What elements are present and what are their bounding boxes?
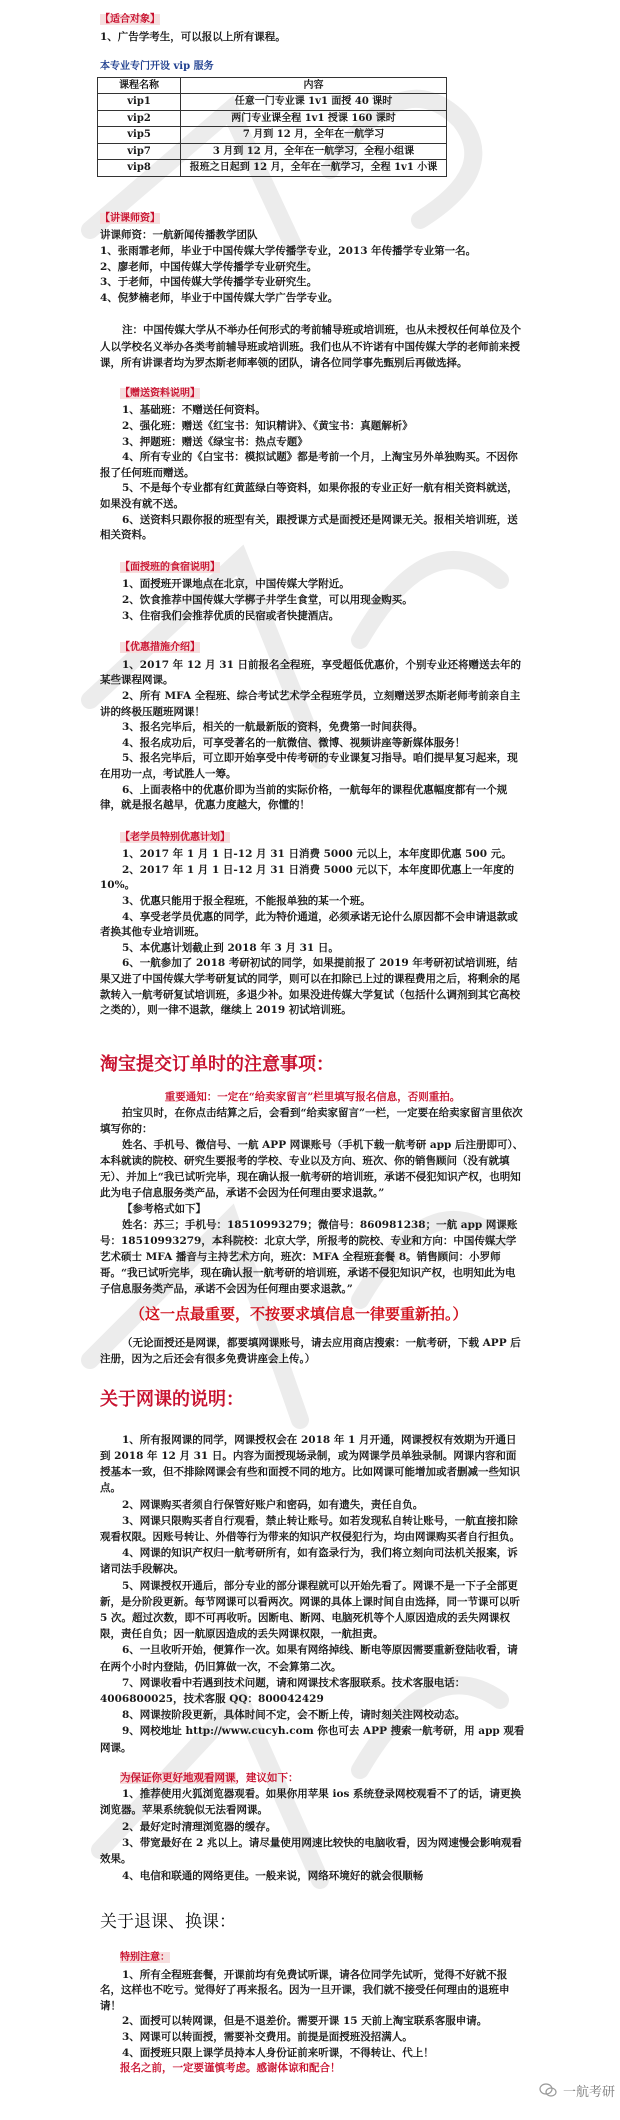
section-header: 【讲课师资】 xyxy=(100,212,160,224)
list-item: 1、基础班：不赠送任何资料。 xyxy=(122,404,266,417)
table-cell: vip7 xyxy=(98,143,181,160)
list-item: 3、带宽最好在 2 兆以上。请尽量使用网速比较快的电脑收看，因为网速慢会影响观看效果。 xyxy=(100,1837,522,1866)
section-header: 【赠送资料说明】 xyxy=(120,387,200,399)
list-item: 3、网课可以转面授，需要补交费用。前提是面授班没招满人。 xyxy=(122,2030,413,2043)
section-header: 特别注意： xyxy=(120,1951,170,1963)
alumni-section xyxy=(100,830,525,1019)
list-item: 8、网课按阶段更新，具体时间不定，会不断上传，请时刻关注网校动态。 xyxy=(122,1709,466,1722)
list-item: 2、饮食推荐中国传媒大学梆子井学生食堂，可以用现金购买。 xyxy=(122,593,413,606)
list-item: 2、廖老师，中国传媒大学传播学专业研究生。 xyxy=(100,260,318,273)
section-header: 【老学员特别优惠计划】 xyxy=(120,831,230,843)
list-item: 4、所有专业的《白宝书：模拟试题》都是考前一个月，上淘宝另外单独购买。不因你报了任何班而赠送。 xyxy=(100,451,518,479)
list-item: 姓名、手机号、微信号、一航 APP 网课账号（手机下载一航考研 app 后注册即可）、本科就读的院校、研究生要报考的学校、专业以及方向、班次、你的销售顾问（没有就填无）、并加上“我已试听完毕，现在确认报一航考研的培训班，承诺不侵犯知识产权，也明知此为电子信息服务类产品，承诺不会因为任何理由要求退款。” xyxy=(100,1138,524,1199)
lodging-section xyxy=(100,560,525,624)
list-item: 3、优惠只能用于报全程班，不能报单独的某一个班。 xyxy=(122,895,371,908)
table-cell: 两门专业课全程 1v1 授课 160 课时 xyxy=(181,110,447,127)
list-item: 4、倪梦楠老师，毕业于中国传媒大学广告学专业。 xyxy=(100,291,339,304)
list-item: 1、推荐使用火狐浏览器观看。如果你用苹果 ios 系统登录网校观看不了的话，请更换浏览器。苹果系统貌似无法看网课。 xyxy=(100,1788,522,1817)
refund-section xyxy=(100,1950,525,2077)
vip-table xyxy=(97,77,447,177)
table-cell: 报班之日起到 12 月，全年在一航学习，全程 1v1 小课 xyxy=(181,160,447,177)
list-item: 1、面授班开课地点在北京，中国传媒大学附近。 xyxy=(122,578,350,591)
section-header: 【适合对象】 xyxy=(100,14,160,25)
table-cell: 3 月到 12 月，全年在一航学习，全程小组课 xyxy=(181,143,447,160)
list-item: 6、一旦收听开始，便算作一次。如果有网络掉线、断电等原因需要重新登陆收看，请在两个小时内登陆，仍旧算做一次，不会算第二次。 xyxy=(100,1644,518,1673)
list-item: 讲课师资：一航新闻传播教学团队 xyxy=(100,229,258,242)
list-item: 6、上面表格中的优惠价即为当前的实际价格，一航每年的课程优惠幅度都有一个规律，就是报名越早，优惠力度越大，你懂的！ xyxy=(100,783,508,812)
section-header: 【优惠措施介绍】 xyxy=(120,642,200,654)
list-item: 1、2017 年 1 月 1 日-12 月 31 日消费 5000 元以上，本年度即优惠 500 元。 xyxy=(122,848,512,861)
table-row xyxy=(98,94,447,111)
table-cell: 7 月到 12 月，全年在一航学习 xyxy=(181,127,447,144)
list-item: 注：中国传媒大学从不举办任何形式的考前辅导班或培训班，也从未授权任何单位及个人以学校名义举办各类考前辅导班或培训班。我们也从不许诺有中国传媒大学的老师前来授课，所有讲课者均为罗杰斯老师率领的团队，请各位同学事先甄别后再做选择。 xyxy=(100,324,521,370)
list-item: 1、所有全程班套餐，开课前均有免费试听课，请各位同学先试听，觉得不好就不报名，这样也不吃亏。觉得好了再来报名。因为一旦开课，我们就不接受任何理由的退班申请！ xyxy=(100,1968,510,2012)
table-row xyxy=(98,160,447,177)
closing-note: 报名之前，一定要谨慎考虑。感谢体谅和配合！ xyxy=(120,2062,341,2075)
list-item: 5、网课授权开通后，部分专业的部分课程就可以开始先看了。网课不是一下子全部更新，是分阶段更新。每节网课可以看两次。网课的具体上课时间自由选择，同一节课可以听 5 次。超过次数，即不可再收听。因断电、断网、电脑死机等个人原因造成的丢失网课权限，责任自负；因一航原因造成的丢失网课权限，一航担责。 xyxy=(100,1579,520,1641)
list-item: 2、强化班：赠送《红宝书：知识精讲》、《黄宝书：真题解析》 xyxy=(122,420,413,433)
list-item: 3、报名完毕后，相关的一航最新版的资料，免费第一时间获得。 xyxy=(122,721,424,734)
list-item: 2、面授可以转网课，但是不退差价。需要开课 15 天前上淘宝联系客服申请。 xyxy=(122,2015,488,2028)
online-title: 关于网课的说明： xyxy=(100,1388,244,1410)
list-item: 3、押题班：赠送《绿宝书：热点专题》 xyxy=(122,435,308,448)
list-item: 6、一航参加了 2018 考研初试的同学，如果提前报了 2019 年考研初试培训班，结果又进了中国传媒大学考研复试的同学，则可以在扣除已上过的课程费用之后，将剩余的尾款转入一航考研复试培训班，多退少补。如果没进传媒大学复试（包括什么调剂到其它高校之类的），则一律不退款，继续上 2019 初试培训班。 xyxy=(100,957,520,1017)
table-cell: 课程名称 xyxy=(98,77,181,94)
list-item: 5、不是每个专业都有红黄蓝绿白等资料，如果你报的专业正好一航有相关资料就送，如果没有就不送。 xyxy=(100,482,518,510)
table-cell: vip5 xyxy=(98,127,181,144)
list-item: 6、送资料只跟你报的班型有关，跟授课方式是面授还是网课无关。报相关培训班，送相关资料。 xyxy=(100,513,518,542)
list-item: 4、网课的知识产权归一航考研所有，如有盗录行为，我们将立刻向司法机关报案，诉诸司法手段解决。 xyxy=(100,1547,518,1576)
list-item: 2、所有 MFA 全程班、综合考试艺术学全程班学员，立刻赠送罗杰斯老师考前亲自主讲的终极压题班网课！ xyxy=(100,689,521,718)
list-item: 7、网课收看中若遇到技术问题，请和网课技术客服联系。技术客服电话：4006800025，技术客服 QQ：800042429 xyxy=(100,1676,466,1706)
tips-section xyxy=(100,1770,525,1884)
online-section xyxy=(100,1432,525,1756)
brand-name: 一航考研 xyxy=(562,2084,615,2100)
table-row xyxy=(98,77,447,94)
taobao-title: 淘宝提交订单时的注意事项： xyxy=(100,1053,334,1075)
list-item: 【参考格式如下】 xyxy=(122,1202,206,1215)
footnote-text: （无论面授还是网课，都要填网课账号，请去应用商店搜索：一航考研，下载 APP 后注册，因为之后还会有很多免费讲座会上传。） xyxy=(100,1336,521,1366)
list-item: 1、广告学考生，可以报以上所有课程。 xyxy=(100,30,286,43)
important-notice: 重要通知：一定在“给卖家留言”栏里填写报名信息，否则重拍。 xyxy=(164,1090,461,1103)
document-column xyxy=(100,0,615,2120)
wechat-icon xyxy=(539,2082,557,2098)
list-item: 1、2017 年 12 月 31 日前报名全程班，享受超低优惠价，个别专业还将赠送去年的某些课程网课。 xyxy=(100,658,522,687)
section-header: 【面授班的食宿说明】 xyxy=(120,561,220,573)
note-section xyxy=(100,322,525,372)
list-item: 3、住宿我们会推荐优质的民宿或者快捷酒店。 xyxy=(122,609,340,622)
list-item: 拍宝贝时，在你点击结算之后，会看到“给卖家留言”一栏，一定要在给卖家留言里依次填写你的： xyxy=(100,1106,523,1135)
list-item: 2、网课购买者须自行保管好账户和密码，如有遗失，责任自负。 xyxy=(122,1498,424,1511)
audience-section xyxy=(100,12,525,45)
list-item: 3、于老师，中国传媒大学传播学专业研究生。 xyxy=(100,276,318,289)
list-item: 4、报名成功后，可享受著名的一航微信、微博、视频讲座等新媒体服务！ xyxy=(122,736,466,749)
taobao-footnote xyxy=(100,1335,525,1368)
list-item: 2、2017 年 1 月 1 日-12 月 31 日消费 5000 元以下，本年度即优惠上一年度的 10%。 xyxy=(100,863,515,892)
table-cell: 内容 xyxy=(181,77,447,94)
table-row xyxy=(98,110,447,127)
table-row xyxy=(98,143,447,160)
discounts-section xyxy=(100,640,525,814)
table-cell: vip2 xyxy=(98,110,181,127)
section-header: 为保证你更好地观看网课，建议如下： xyxy=(120,1771,299,1784)
list-item: 5、报名完毕后，可立即开始享受中传考研的专业课复习指导。咱们提早复习起来，现在用功一点，考试胜人一筹。 xyxy=(100,752,518,780)
list-item: 1、张雨霏老师，毕业于中国传媒大学传播学专业，2013 年传播学专业第一名。 xyxy=(100,244,477,257)
refund-title: 关于退课、换课： xyxy=(100,1911,236,1932)
taobao-section xyxy=(100,1089,525,1297)
list-item: 5、本优惠计划截止到 2018 年 3 月 31 日。 xyxy=(122,941,339,954)
list-item: 4、电信和联通的网络更佳。一般来说，网络环境好的就会很顺畅 xyxy=(122,1869,424,1882)
materials-section xyxy=(100,386,525,544)
table-cell: 任意一门专业课 1v1 面授 40 课时 xyxy=(181,94,447,111)
teachers-section xyxy=(100,211,525,307)
table-cell: vip1 xyxy=(98,94,181,111)
table-row xyxy=(98,127,447,144)
list-item: 9、网校地址 http://www.cucyh.com 你也可去 APP 搜索一航考研，用 app 观看网课。 xyxy=(100,1725,525,1754)
list-item: 2、最好定时清理浏览器的缓存。 xyxy=(122,1820,277,1833)
list-item: 1、所有报网课的同学，网课授权会在 2018 年 1 月开通，网课授权有效期为开通日到 2018 年 12 月 31 日。内容为面授现场录制，或为网课学员单独录制。网课内容和面授基本一致，但不排除网课会有些和面授不同的地方。比如网课可能增加或者删减一些知识点。 xyxy=(100,1433,520,1495)
brand-logo xyxy=(100,2081,615,2100)
list-item: 姓名：苏三；手机号：18510993279；微信号：860981238；一航 app 网课账号：18510993279，本科院校：北京大学，所报考的院校、专业和方向：中国传媒大学艺术硕士 MFA 播音与主持艺术方向，班次：MFA 全程班套餐 8。销售顾问：小罗师哥。“我已试听完毕，现在确认报一航考研的培训班，承诺不侵犯知识产权，也明知此为电子信息服务类产品，承诺不会因为任何理由要求退款。” xyxy=(100,1218,518,1295)
emphasis-note: （这一点最重要，不按要求填信息一律要重新拍。） xyxy=(130,1304,468,1323)
vip-title: 本专业专门开设 vip 服务 xyxy=(100,61,214,73)
list-item: 4、享受老学员优惠的同学，此为特价通道，必须承诺无论什么原因都不会申请退款或者换其他专业培训班。 xyxy=(100,910,518,939)
list-item: 3、网课只限购买者自行观看，禁止转让账号。如若发现私自转让账号，一航直接扣除观看权限。因账号转让、外借等行为带来的知识产权侵犯行为，均由网课购买者自行担负。 xyxy=(100,1514,520,1544)
list-item: 4、面授班只限上课学员持本人身份证前来听课，不得转让、代上！ xyxy=(122,2046,434,2059)
table-cell: vip8 xyxy=(98,160,181,177)
